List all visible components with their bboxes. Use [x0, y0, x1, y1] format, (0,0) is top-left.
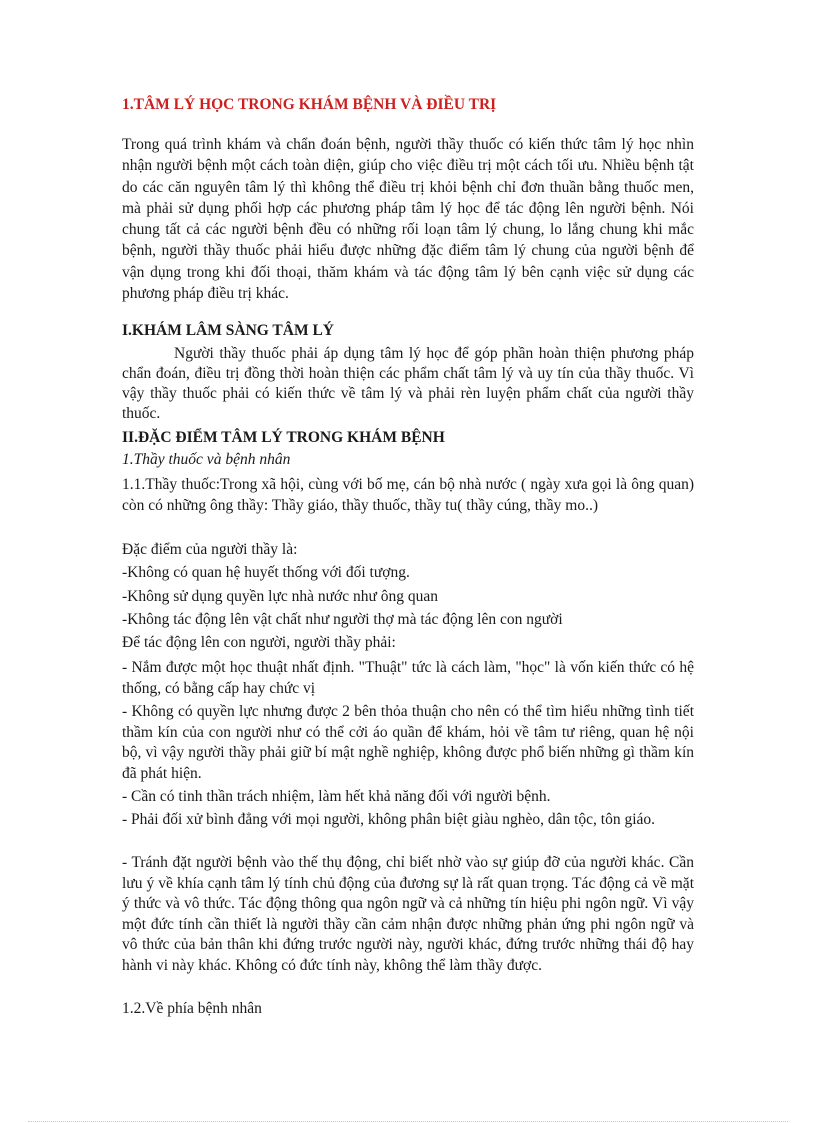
- subheading-doctor-patient: 1.Thầy thuốc và bệnh nhân: [122, 451, 291, 468]
- list-item-avoid-passivity: - Tránh đặt người bệnh vào thế thụ động, chỉ biết nhờ vào sự giúp đỡ của người khác. Cần lưu ý về khía cạnh tâm lý tính chủ động của đương sự là rất quan trọng. Tác động cả về mặt ý thức và vô thức. Tác động thông qua ngôn ngữ và cả những tín hiệu phi ngôn ngữ. Vì vậy một đức tính cần thiết là người thầy cần cảm nhận được những phản ứng phi ngôn ngữ và vô thức của bản thân khi đứng trước người này, người khác, đứng trước những thái độ hay hành vi này khác. Không có đức tính này, không thể làm thầy được.: [122, 854, 694, 974]
- list-item-acts-on-people: -Không tác động lên vật chất như người thợ mà tác động lên con người: [122, 611, 563, 628]
- document-title: 1.TÂM LÝ HỌC TRONG KHÁM BỆNH VÀ ĐIỀU TRỊ: [122, 96, 497, 113]
- list-item-equal-treatment: - Phải đối xử bình đẳng với mọi người, không phân biệt giàu nghèo, dân tộc, tôn giáo.: [122, 811, 656, 828]
- section-heading-characteristics: II.ĐẶC ĐIỂM TÂM LÝ TRONG KHÁM BỆNH: [122, 429, 445, 446]
- section-heading-clinical-exam: I.KHÁM LÂM SÀNG TÂM LÝ: [122, 322, 334, 339]
- section-clinical-exam-body: Người thầy thuốc phải áp dụng tâm lý học để góp phần hoàn thiện phương pháp chẩn đoán, điều trị đồng thời hoàn thiện các phẩm chất tâm lý và uy tín của thầy thuốc. Vì vậy thầy thuốc phải có kiến thức về tâm lý và phải rèn luyện phẩm chất của người thầy thuốc.: [122, 345, 694, 422]
- list-item-no-kinship: -Không có quan hệ huyết thống với đối tượng.: [122, 564, 410, 581]
- list-item-responsibility: - Cần có tinh thần trách nhiệm, làm hết khả năng đối với người bệnh.: [122, 788, 551, 805]
- intro-paragraph: Trong quá trình khám và chẩn đoán bệnh, người thầy thuốc có kiến thức tâm lý học nhìn nhận người bệnh một cách toàn diện, giúp cho việc điều trị một cách tối ưu. Nhiều bệnh tật do các căn nguyên tâm lý thì không thể điều trị khỏi bệnh chỉ đơn thuần bằng thuốc men, mà phải sử dụng phối hợp các phương pháp tâm lý học để tác động lên người bệnh. Nói chung tất cả các người bệnh đều có những rối loạn tâm lý chung, lo lắng chung khi mắc bệnh, người thầy thuốc phải hiểu được những đặc điểm tâm lý chung của người bệnh để vận dụng trong khi đối thoại, thăm khám và tác động tâm lý bên cạnh việc sử dụng các phương pháp điều trị khác.: [122, 136, 694, 303]
- list-item-master-discipline: - Nắm được một học thuật nhất định. "Thuật" tức là cách làm, "học" là vốn kiến thức có hệ thống, có bằng cấp hay chức vị: [122, 659, 694, 697]
- subheading-patient-side: 1.2.Về phía bệnh nhân: [122, 1000, 262, 1017]
- list-item-confidentiality: - Không có quyền lực nhưng được 2 bên thỏa thuận cho nên có thể tìm hiểu những tình tiết thầm kín của con người như có thể cởi áo quần để khám, hỏi về tâm tư riêng, quan hệ nội bộ, vì vậy người thầy phải giữ bí mật nghề nghiệp, không được phổ biến những gì thầm kín đã phát hiện.: [122, 703, 694, 782]
- paragraph-teacher-traits-intro: Đặc điểm của người thầy là:: [122, 541, 298, 558]
- page-bottom-border: [28, 1121, 788, 1122]
- list-item-no-state-power: -Không sử dụng quyền lực nhà nước như ông quan: [122, 588, 439, 605]
- paragraph-teacher-must-intro: Để tác động lên con người, người thầy phải:: [122, 634, 396, 651]
- paragraph-doctor-definition: 1.1.Thầy thuốc:Trong xã hội, cùng với bố mẹ, cán bộ nhà nước ( ngày xưa gọi là ông quan) còn có những ông thầy: Thầy giáo, thầy thuốc, thầy tu( thầy cúng, thầy mo..): [122, 476, 694, 514]
